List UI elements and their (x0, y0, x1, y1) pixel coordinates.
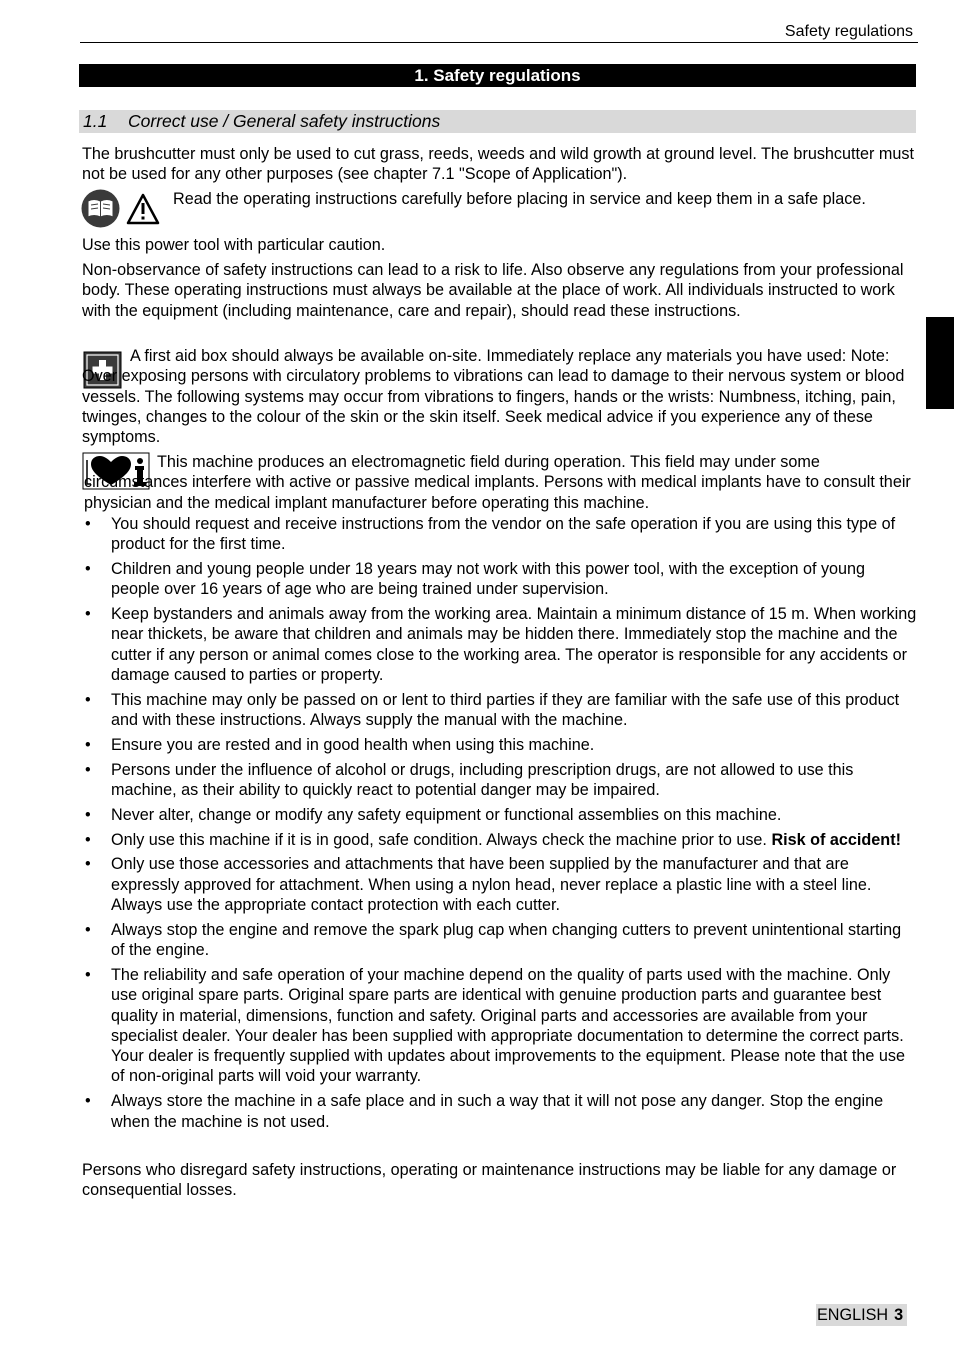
header-rule (80, 42, 918, 43)
bullet-marker: • (85, 560, 91, 579)
first-aid-paragraph: A first aid box should always be available on-site. Immediately replace any materials you have used: Note: Over exposing persons with circulatory problems to vibrations can lead to damage to their nervous system or blood vessels. The following systems may occur from vibrations to fingers, hands or the wrists: Numbness, itching, pain, twinges, changes to the colour of the skin or the skin itself. Seek medical advice if you experience any of these symptoms. (82, 347, 905, 447)
implant-paragraph: This machine produces an electromagnetic field during operation. This field may under some circumstances interfere with active or passive medical implants. Persons with medical implants have to consult their physician and the medical implant manufacturer before operating this machine. (84, 453, 911, 512)
bullet-marker: • (85, 830, 91, 849)
bullet-item (82, 514, 917, 555)
warning-triangle-icon (126, 193, 160, 225)
bullet-text: The reliability and safe operation of your machine depend on the quality of parts used with the machine. Only use original spare parts. Original spare parts are identical with genuine production parts and guarantee best quality in material, dimensions, function and safety. Original parts and accessories are available from your specialist dealer. Your dealer has been supplied with appropriate documentation to determine the correct parts. Your dealer is frequently supplied with updates about improvements to the equipment. Please note that the use of non-original parts will void your warranty. (111, 965, 905, 1086)
bullet-marker: • (85, 735, 91, 754)
bullet-text: Only use those accessories and attachments that have been supplied by the manufacturer and that are expressly approved for attachment. When using a nylon head, never replace a plastic line with a steel line. Always use the appropriate contact protection with each cutter. (111, 855, 872, 915)
chapter-title: 1. Safety regulations (79, 64, 916, 87)
bullet-item (82, 604, 917, 685)
bullet-text: You should request and receive instructions from the vendor on the safe operation if you are using this type of product for the first time. (111, 515, 896, 554)
bullet-marker: • (85, 515, 91, 533)
bullet-item (82, 830, 917, 850)
bullet-marker: • (85, 760, 91, 779)
bullet-item (82, 1091, 917, 1132)
bullet-marker: • (85, 1092, 91, 1111)
bullet-text: Persons under the influence of alcohol or drugs, including prescription drugs, are not allowed to use this machine, as their ability to quickly react to potential danger may be impaired. (111, 760, 854, 800)
closing-paragraph: Persons who disregard safety instructions, operating or maintenance instructions may be liable for any damage or consequential losses. (82, 1161, 897, 1200)
section-heading (79, 110, 916, 133)
bullet-item (82, 760, 917, 801)
page-number: 3 (894, 1306, 904, 1324)
bullet-marker: • (85, 965, 91, 984)
bullet-item (82, 854, 917, 915)
bullet-text: Children and young people under 18 years may not work with this power tool, with the exception of young people over 16 years of age who are being trained under supervision. (111, 560, 866, 599)
bullet-marker: • (85, 605, 91, 624)
caution-paragraph: Use this power tool with particular caution. (82, 236, 386, 254)
side-thumb-tab (926, 317, 954, 409)
bullet-text: Keep bystanders and animals away from the working area. Maintain a minimum distance of 15 m. When working near thickets, be aware that children and animals may be hidden there. Immediately stop the machine and the cutter if any person or animal comes close to the working area. The operator is responsible for any accidents or damage caused to parties or property. (111, 605, 917, 685)
bullet-text: Never alter, change or modify any safety equipment or functional assemblies on this machine. (111, 805, 782, 824)
bullet-marker: • (85, 690, 91, 709)
bullet-item (82, 690, 917, 731)
bullet-marker: • (85, 920, 91, 939)
read-manual-text: Read the operating instructions carefully before placing in service and keep them in a safe place. (173, 190, 866, 208)
bullet-marker: • (85, 855, 91, 874)
bullet-item (82, 735, 917, 755)
footer (816, 1304, 907, 1326)
bullet-text: Always stop the engine and remove the spark plug cap when changing cutters to prevent unintentional starting of the engine. (111, 920, 902, 960)
footer-language: ENGLISH (817, 1306, 889, 1324)
bullet-text: Ensure you are rested and in good health when using this machine. (111, 735, 595, 754)
non-observance-paragraph: Non-observance of safety instructions can lead to a risk to life. Also observe any regulations from your professional body. These operating instructions must always be available at the place of work. All individuals instructed to work with the equipment (including maintenance, care and repair), should read these instructions. (82, 261, 904, 320)
bullet-text: This machine may only be passed on or lent to third parties if they are familiar with the safe use of this product and with these instructions. Always supply the manual with the machine. (111, 690, 900, 730)
bullet-emphasis: Risk of accident! (771, 830, 901, 849)
bullet-text: Only use this machine if it is in good, safe condition. Always check the machine prior to use. (111, 830, 772, 849)
intro-paragraph: The brushcutter must only be used to cut grass, reeds, weeds and wild growth at ground level. The brushcutter must not be used for any other purposes (see chapter 7.1 "Scope of Application"). (82, 145, 914, 184)
safety-bullet-list (82, 514, 917, 1136)
bullet-text: Always store the machine in a safe place and in such a way that it will not pose any danger. Stop the engine when the machine is not used. (111, 1092, 884, 1131)
running-header: Safety regulations (784, 23, 913, 40)
bullet-item (82, 920, 917, 961)
bullet-item (82, 805, 917, 825)
book-icon (81, 189, 120, 228)
section-title: Correct use / General safety instructions (128, 111, 441, 131)
bullet-item (82, 559, 917, 600)
bullet-item (82, 965, 917, 1087)
section-number: 1.1 (83, 111, 108, 131)
bullet-marker: • (85, 805, 91, 824)
